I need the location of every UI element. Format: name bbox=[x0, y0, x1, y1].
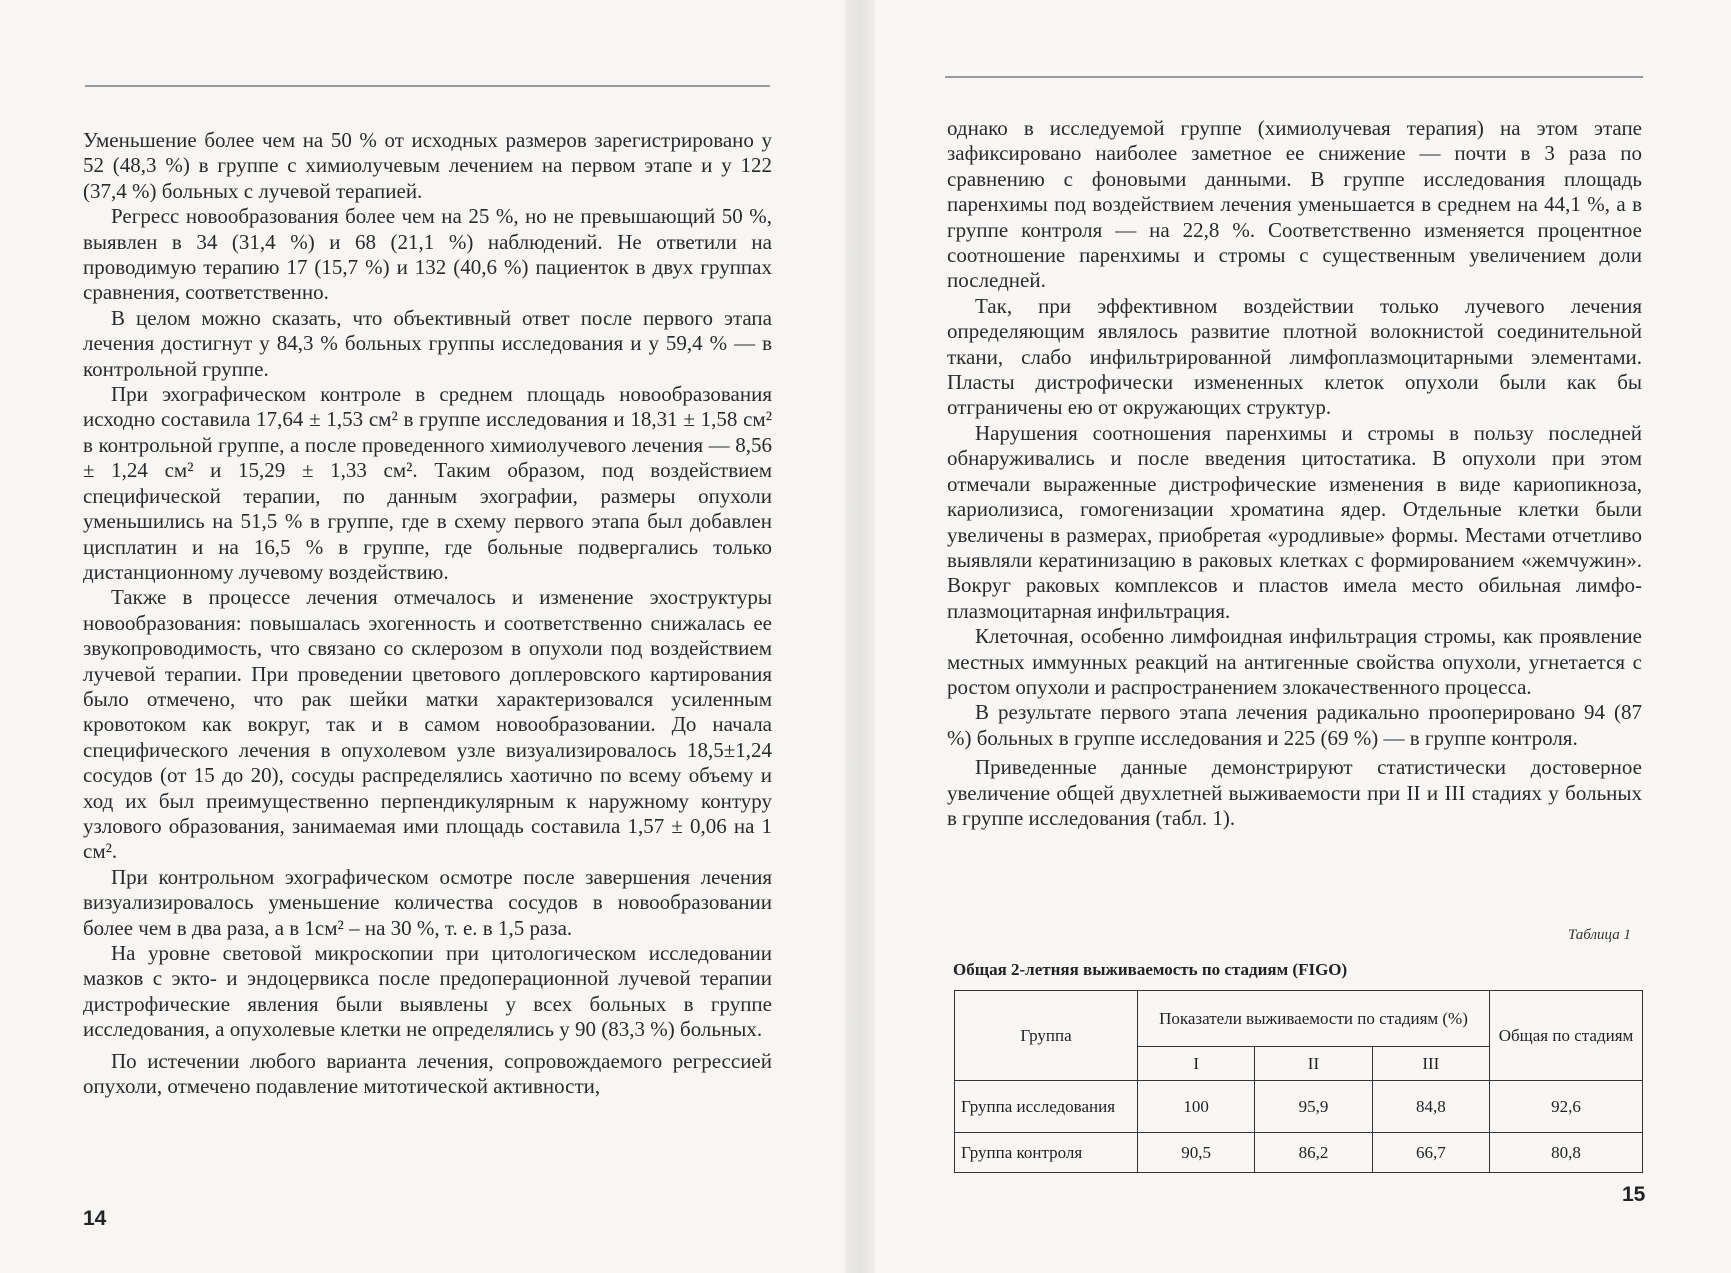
row-label: Группа контроля bbox=[955, 1133, 1138, 1173]
paragraph: При контрольном эхографическом осмотре после завершения лечения визуализировалось уменьшение количества сосудов в новообразовании более чем в два раза, а в 1см² – на 30 %, т. е. в 1,5 раза. bbox=[83, 864, 772, 940]
stage-header: I bbox=[1138, 1047, 1255, 1081]
paragraph: По истечении любого варианта лечения, сопровождаемого регрессией опухоли, отмечено подавление митотической активности, bbox=[83, 1048, 772, 1099]
paragraph: В целом можно сказать, что объективный ответ после первого этапа лечения достигнут у 84,3 % больных группы исследования и у 59,4 % — в контрольной группе. bbox=[83, 305, 772, 381]
paragraph: В результате первого этапа лечения радикально прооперировано 94 (87 %) больных в группе исследования и 225 (69 %) — в группе контроля. bbox=[947, 700, 1642, 750]
paragraph: Уменьшение более чем на 50 % от исходных размеров зарегистрировано у 52 (48,3 %) в группе с химиолучевым лечением на первом этапе и у 122 (37,4 %) больных с лучевой терапией. bbox=[83, 128, 772, 203]
book-gutter bbox=[845, 0, 875, 1273]
table-row bbox=[955, 1133, 1643, 1173]
table-cell: 90,5 bbox=[1138, 1133, 1255, 1173]
paragraph: Приведенные данные демонстрируют статистически достоверное увеличение общей двухлетней выживаемости при II и III стадиях у больных в группе исследования (табл. 1). bbox=[947, 755, 1642, 830]
table-row bbox=[955, 1081, 1643, 1133]
paragraph: Также в процессе лечения отмечалось и изменение эхоструктуры новообразования: повышалась эхогенность и соответственно снижалась ее звукопроводимость, что связано со склерозом в опухоли под воздействием лучевой терапии. При проведении цветового доплеровского картирования было отмечено, что рак шейки матки характеризовался усиленным кровотоком как вокруг, так и в самом новообразовании. До начала специфического лечения в опухолевом узле визуализировалось 18,5±1,24 сосудов (от 15 до 20), сосуды распределялись хаотично по всему объему и ход их был преимущественно перпендикулярным к наружному контуру узлового образования, занимаемая ими площадь составила 1,57 ± 0,06 на 1 см². bbox=[83, 585, 772, 864]
right-page-number: 15 bbox=[1622, 1183, 1646, 1206]
table-cell: 100 bbox=[1138, 1081, 1255, 1133]
paragraph: Так, при эффективном воздействии только лучевого лечения определяющим являлось развитие плотной волокнистой соединительной ткани, слабо инфильтрированной лимфоплазмоцитарными элементами. Пласты дистрофически измененных клеток опухоли были как бы отграничены ею от окружающих структур. bbox=[947, 293, 1642, 420]
paragraph: Нарушения соотношения паренхимы и стромы в пользу последней обнаруживались и после введения цитостатика. В опухоли при этом отмечали выраженные дистрофические изменения в виде кариопикноза, кариолизиса, гомогенизации хроматина ядер. Отдельные клетки были увеличены в размерах, приобретая «уродливые» формы. Местами отчетливо выявляли кератинизацию в раковых клетках с формированием «жемчужин». Вокруг раковых комплексов и пластов имела место обильная лимфо-плазмоцитарная инфильтрация. bbox=[947, 420, 1642, 623]
survival-table bbox=[954, 990, 1643, 1173]
table-cell: 92,6 bbox=[1490, 1081, 1643, 1133]
table-cell: 66,7 bbox=[1372, 1133, 1489, 1173]
header-total: Общая по стадиям bbox=[1490, 991, 1643, 1081]
stage-header: II bbox=[1255, 1047, 1372, 1081]
paragraph: Регресс новообразования более чем на 25 %, но не превышающий 50 %, выявлен в 34 (31,4 %) и 68 (21,1 %) наблюдений. Не ответили на проводимую терапию 17 (15,7 %) и 132 (40,6 %) пациенток в двух группах сравнения, соответственно. bbox=[83, 204, 772, 305]
right-header-rule bbox=[945, 76, 1643, 78]
left-page-number: 14 bbox=[83, 1207, 107, 1230]
header-group: Группа bbox=[955, 991, 1138, 1081]
paragraph: При эхографическом контроле в среднем площадь новообразования исходно составила 17,64 ± 1,53 см² в группе исследования и 18,31 ± 1,58 см² в контрольной группе, а после проведенного химиолучевого лечения — 8,56 ± 1,24 см² и 15,29 ± 1,33 см². Таким образом, под воздействием специфической терапии, по данным эхографии, размеры опухоли уменьшились на 51,5 % в группе, где в схему первого этапа был добавлен цисплатин и на 16,5 % в группе, где больные подвергались только дистанционному лучевому воздействию. bbox=[83, 382, 772, 584]
paragraph: На уровне световой микроскопии при цитологическом исследовании мазков с экто- и эндоцервикса после предоперационной лучевой терапии дистрофические явления были выявлены у всех больных в группе исследования, а опухолевые клетки не определялись у 90 (83,3 %) больных. bbox=[83, 941, 772, 1042]
stage-header: III bbox=[1372, 1047, 1489, 1081]
table-header-row bbox=[955, 991, 1643, 1047]
table-cell: 80,8 bbox=[1490, 1133, 1643, 1173]
header-stages: Показатели выживаемости по стадиям (%) bbox=[1138, 991, 1490, 1047]
left-header-rule bbox=[85, 85, 770, 87]
paragraph: Клеточная, особенно лимфоидная инфильтрация стромы, как проявление местных иммунных реакций на антигенные свойства опухоли, угнетается с ростом опухоли и распространением злокачественного процесса. bbox=[947, 624, 1642, 699]
table-title: Общая 2-летняя выживаемость по стадиям (FIGO) bbox=[953, 960, 1348, 979]
left-text-column bbox=[83, 128, 772, 1099]
table-label: Таблица 1 bbox=[1568, 927, 1631, 943]
right-text-column bbox=[947, 116, 1642, 831]
table-cell: 84,8 bbox=[1372, 1081, 1489, 1133]
paragraph: однако в исследуемой группе (химиолучевая терапия) на этом этапе зафиксировано наиболее заметное ее снижение — почти в 3 раза по сравнению с фоновыми данными. В группе исследования площадь паренхимы под воздействием лечения уменьшается в среднем на 44,1 %, а в группе контроля — на 22,8 %. Соответственно изменяется процентное соотношение паренхимы и стромы с существенным увеличением доли последней. bbox=[947, 116, 1642, 293]
row-label: Группа исследования bbox=[955, 1081, 1138, 1133]
table-cell: 86,2 bbox=[1255, 1133, 1372, 1173]
table-cell: 95,9 bbox=[1255, 1081, 1372, 1133]
